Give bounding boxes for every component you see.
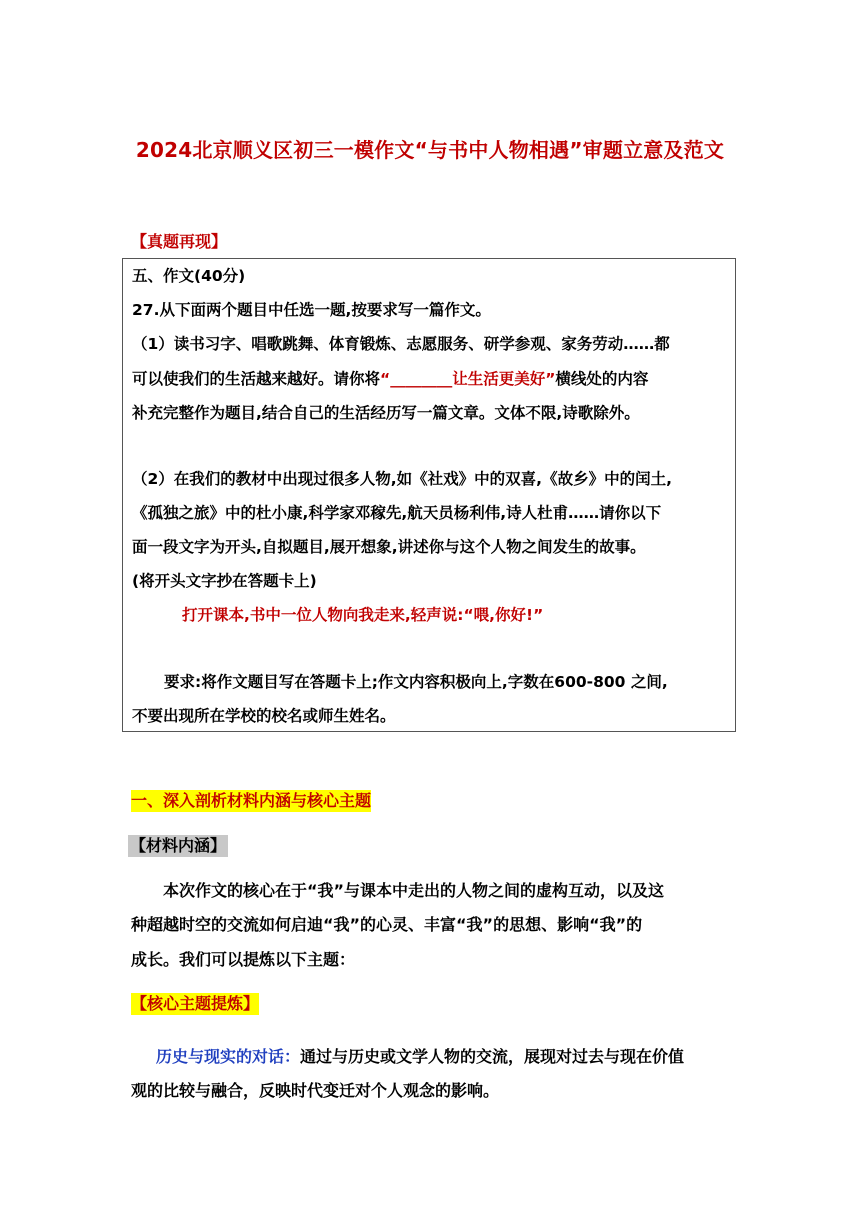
core-theme-tag: 【核心主题提炼】: [131, 994, 260, 1013]
material-line3: 成长。我们可以提炼以下主题：: [131, 950, 356, 969]
q2-line4: (将开头文字抄在答题卡上): [132, 572, 317, 590]
theme1-line1: [156, 1046, 684, 1068]
theme1-label: 历史与现实的对话：: [156, 1047, 301, 1066]
theme1-line2: 观的比较与融合，反映时代变迁对个人观念的影响。: [131, 1081, 500, 1100]
q1-line2-a: 可以使我们的生活越来越好。请你将: [132, 370, 381, 388]
q1-line2: [132, 368, 648, 390]
material-line2: 种超越时空的交流如何启迪“我”的心灵、丰富“我”的思想、影响“我”的: [131, 915, 643, 934]
document-title: 2024北京顺义区初三一模作文“与书中人物相遇”审题立意及范文: [135, 138, 725, 162]
section-heading-1: 一、深入剖析材料内涵与核心主题: [131, 791, 372, 810]
question-box: [122, 258, 736, 732]
q2-line2: 《孤独之旅》中的杜小康,科学家邓稼先,航天员杨利伟,诗人杜甫……请你以下: [132, 504, 662, 522]
q2-opening-quote: 打开课本,书中一位人物向我走来,轻声说:“喂,你好!”: [182, 606, 544, 624]
requirement-line1: 要求:将作文题目写在答题卡上;作文内容积极向上,字数在600-800 之间,: [164, 673, 668, 691]
question-heading: 五、作文(40分): [132, 267, 246, 285]
q1-line2-b: 横线处的内容: [555, 370, 649, 388]
theme1-text1: 通过与历史或文学人物的交流，展现对过去与现在价值: [300, 1047, 685, 1066]
q2-line1: （2）在我们的教材中出现过很多人物,如《社戏》中的双喜,《故乡》中的闰土,: [132, 470, 672, 488]
q1-line1: （1）读书习字、唱歌跳舞、体育锻炼、志愿服务、研学参观、家务劳动……都: [132, 335, 670, 353]
q1-blank-title: “________让生活更美好”: [380, 370, 556, 388]
material-tag: 【材料内涵】: [130, 836, 227, 855]
q2-line3: 面一段文字为开头,自拟题目,展开想象,讲述你与这个人物之间发生的故事。: [132, 538, 646, 556]
q1-line3: 补充完整作为题目,结合自己的生活经历写一篇文章。文体不限,诗歌除外。: [132, 404, 640, 422]
requirement-line2: 不要出现所在学校的校名或师生姓名。: [132, 707, 396, 725]
section-real-question: 【真题再现】: [131, 232, 228, 251]
material-line1: 本次作文的核心在于“我”与课本中走出的人物之间的虚构互动，以及这: [163, 881, 665, 900]
question-intro: 27.从下面两个题目中任选一题,按要求写一篇作文。: [132, 301, 491, 319]
